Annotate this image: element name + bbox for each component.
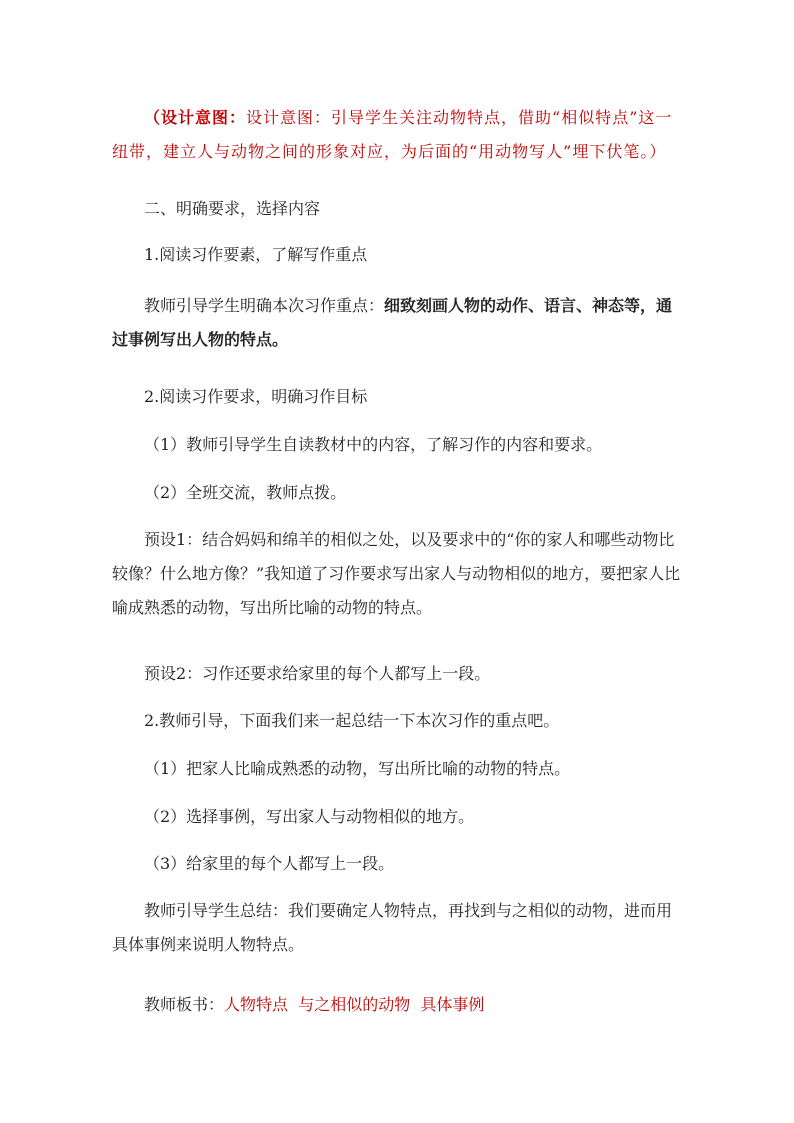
design-intent-label: （设计意图： [144,108,247,127]
preset1-label: 预设1： [144,530,203,549]
preset1-paragraph [112,523,682,625]
board-content: 人物特点 与之相似的动物 具体事例 [224,995,485,1014]
board-label: 教师板书： [144,995,225,1014]
step1-emphasis: 细致刻画人物的动作、语言、神态等，通过事例写出人物的特点。 [112,296,673,349]
preset2-text: 习作还要求给家里的每个人都写上一段。 [202,664,491,683]
design-intent-paragraph [112,101,682,169]
summary-item-2: （2）选择事例，写出家人与动物相似的地方。 [144,807,475,826]
teacher-summary-paragraph: 教师引导学生总结：我们要确定人物特点，再找到与之相似的动物，进而用具体事例来说明人物特点。 [112,901,673,954]
step3-title: 2.教师引导，下面我们来一起总结一下本次习作的重点吧。 [144,711,560,730]
summary-item-1: （1）把家人比喻成熟悉的动物，写出所比喻的动物的特点。 [144,759,571,778]
summary-item-3: （3）给家里的每个人都写上一段。 [144,854,395,873]
step1-paragraph [112,289,682,357]
preset2-label: 预设2： [144,664,203,683]
board-paragraph [112,988,682,1022]
step1-lead: 教师引导学生明确本次习作重点： [144,296,385,315]
section-heading: 二、明确要求，选择内容 [144,199,321,218]
design-intent-text: 设计意图：引导学生关注动物特点，借助“相似特点”这一纽带，建立人与动物之间的形象对应，为后面的“用动物写人”埋下伏笔。） [112,108,673,161]
preset2-paragraph [112,657,682,691]
step1-title: 1.阅读习作要素，了解写作重点 [144,245,368,264]
step2-item-2: （2）全班交流，教师点拨。 [144,483,347,502]
step2-item-1: （1）教师引导学生自读教材中的内容，了解习作的内容和要求。 [144,435,603,454]
step2-title: 2.阅读习作要求，明确习作目标 [144,387,368,406]
preset1-text: 结合妈妈和绵羊的相似之处，以及要求中的“你的家人和哪些动物比较像？什么地方像？”我知道了习作要求写出家人与动物相似的地方，要把家人比喻成熟悉的动物，写出所比喻的动物的特点。 [112,530,681,617]
